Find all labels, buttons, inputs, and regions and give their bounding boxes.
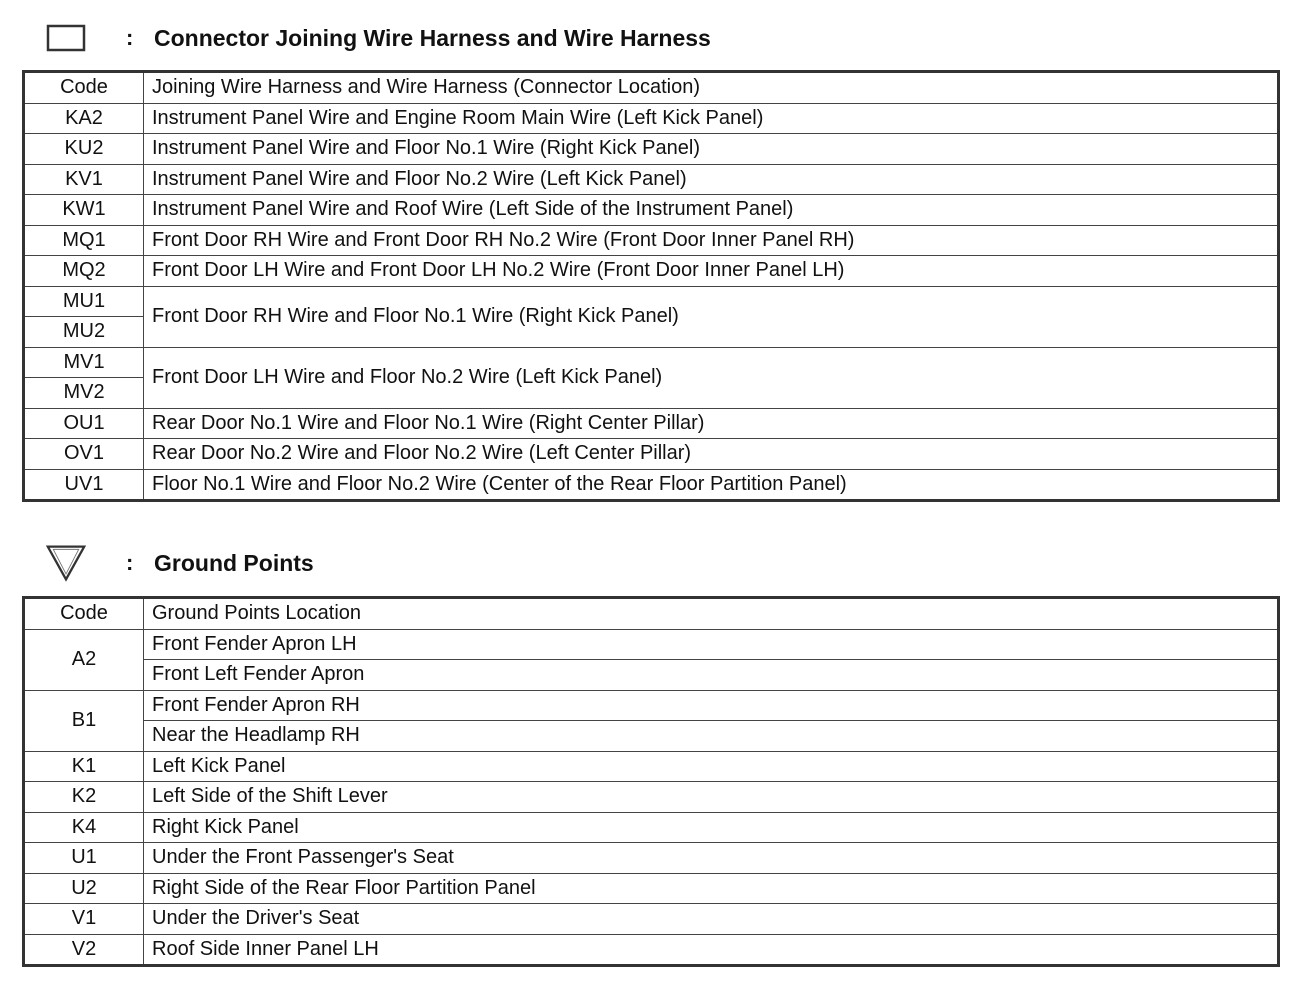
ground-location: Right Kick Panel <box>144 812 1279 843</box>
table-row <box>24 873 1279 904</box>
table-header-row <box>24 72 1279 104</box>
ground-location: Under the Driver's Seat <box>144 904 1279 935</box>
connector-code: KU2 <box>24 134 144 165</box>
connector-code: MU2 <box>24 317 144 348</box>
connector-code: OU1 <box>24 408 144 439</box>
table-row <box>24 439 1279 470</box>
ground-location: Front Left Fender Apron <box>144 660 1279 691</box>
connector-table <box>22 70 1280 502</box>
table-row <box>24 690 1279 721</box>
header-code: Code <box>24 598 144 630</box>
connector-code: OV1 <box>24 439 144 470</box>
connector-code: MV1 <box>24 347 144 378</box>
ground-section-header <box>46 543 314 583</box>
table-header-row <box>24 598 1279 630</box>
header-description: Joining Wire Harness and Wire Harness (Connector Location) <box>144 72 1279 104</box>
connector-description: Instrument Panel Wire and Engine Room Main Wire (Left Kick Panel) <box>144 103 1279 134</box>
table-row <box>24 843 1279 874</box>
table-row <box>24 469 1279 501</box>
connector-code: UV1 <box>24 469 144 501</box>
connector-code: MQ1 <box>24 225 144 256</box>
ground-location: Near the Headlamp RH <box>144 721 1279 752</box>
header-description: Ground Points Location <box>144 598 1279 630</box>
table-row <box>24 195 1279 226</box>
connector-code: KV1 <box>24 164 144 195</box>
connector-code: MU1 <box>24 286 144 317</box>
connector-section-header <box>46 18 711 58</box>
table-row <box>24 103 1279 134</box>
table-row <box>24 721 1279 752</box>
ground-location: Left Kick Panel <box>144 751 1279 782</box>
connector-description: Instrument Panel Wire and Floor No.2 Wire (Left Kick Panel) <box>144 164 1279 195</box>
ground-location: Right Side of the Rear Floor Partition Panel <box>144 873 1279 904</box>
connector-code: KA2 <box>24 103 144 134</box>
connector-description: Rear Door No.1 Wire and Floor No.1 Wire (Right Center Pillar) <box>144 408 1279 439</box>
table-row <box>24 751 1279 782</box>
table-row <box>24 408 1279 439</box>
table-row <box>24 347 1279 378</box>
connector-box-icon <box>46 18 86 58</box>
table-row <box>24 286 1279 317</box>
connector-code: MV2 <box>24 378 144 409</box>
ground-code: V2 <box>24 934 144 966</box>
table-row <box>24 256 1279 287</box>
connector-description: Front Door LH Wire and Floor No.2 Wire (Left Kick Panel) <box>144 347 1279 408</box>
connector-section-colon: : <box>126 25 134 50</box>
connector-code: MQ2 <box>24 256 144 287</box>
connector-description: Front Door RH Wire and Front Door RH No.2 Wire (Front Door Inner Panel RH) <box>144 225 1279 256</box>
ground-location: Under the Front Passenger's Seat <box>144 843 1279 874</box>
table-row <box>24 934 1279 966</box>
ground-section-colon: : <box>126 550 134 575</box>
ground-code: V1 <box>24 904 144 935</box>
ground-code: U1 <box>24 843 144 874</box>
ground-location: Roof Side Inner Panel LH <box>144 934 1279 966</box>
connector-description: Instrument Panel Wire and Floor No.1 Wire (Right Kick Panel) <box>144 134 1279 165</box>
ground-code: U2 <box>24 873 144 904</box>
connector-section-title: Connector Joining Wire Harness and Wire Harness <box>154 24 711 51</box>
ground-table <box>22 596 1280 967</box>
header-code: Code <box>24 72 144 104</box>
ground-location: Front Fender Apron RH <box>144 690 1279 721</box>
connector-code: KW1 <box>24 195 144 226</box>
table-row <box>24 904 1279 935</box>
table-row <box>24 812 1279 843</box>
connector-description: Floor No.1 Wire and Floor No.2 Wire (Center of the Rear Floor Partition Panel) <box>144 469 1279 501</box>
ground-code: B1 <box>24 690 144 751</box>
ground-code: A2 <box>24 629 144 690</box>
connector-description: Instrument Panel Wire and Roof Wire (Left Side of the Instrument Panel) <box>144 195 1279 226</box>
table-row <box>24 782 1279 813</box>
ground-code: K1 <box>24 751 144 782</box>
table-row <box>24 629 1279 660</box>
table-row <box>24 134 1279 165</box>
ground-triangle-icon <box>46 543 86 583</box>
connector-description: Front Door LH Wire and Front Door LH No.2 Wire (Front Door Inner Panel LH) <box>144 256 1279 287</box>
table-row <box>24 164 1279 195</box>
ground-location: Left Side of the Shift Lever <box>144 782 1279 813</box>
ground-section-title: Ground Points <box>154 549 314 576</box>
table-row <box>24 225 1279 256</box>
connector-description: Front Door RH Wire and Floor No.1 Wire (Right Kick Panel) <box>144 286 1279 347</box>
table-row <box>24 660 1279 691</box>
connector-description: Rear Door No.2 Wire and Floor No.2 Wire (Left Center Pillar) <box>144 439 1279 470</box>
ground-location: Front Fender Apron LH <box>144 629 1279 660</box>
ground-code: K2 <box>24 782 144 813</box>
ground-code: K4 <box>24 812 144 843</box>
